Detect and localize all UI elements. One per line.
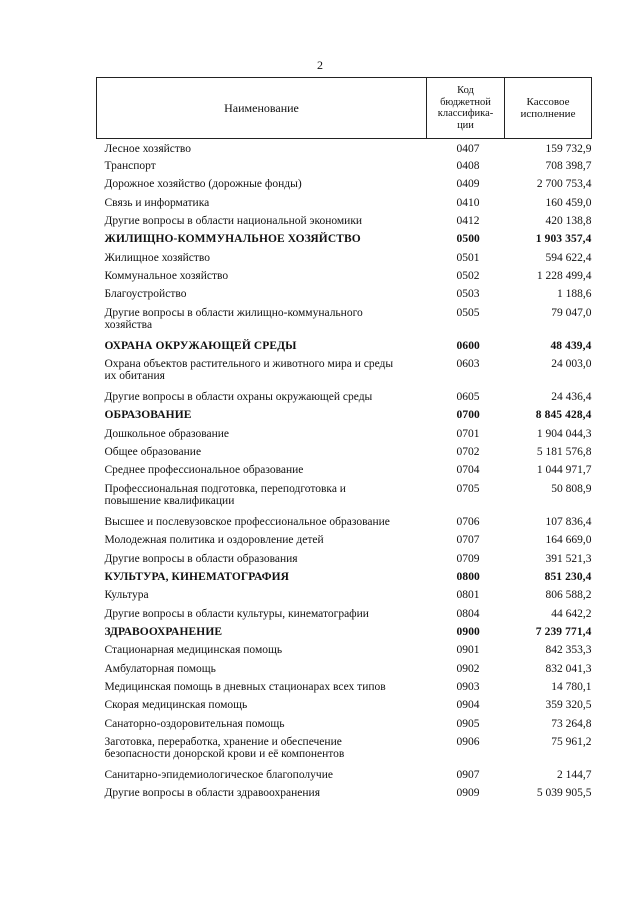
row-name bbox=[97, 160, 427, 178]
row-amount: 2 700 753,4 bbox=[536, 178, 592, 191]
row-amount: 842 353,3 bbox=[545, 644, 592, 657]
header-amount-line: исполнение bbox=[520, 108, 576, 120]
row-name-line: Медицинская помощь в дневных стационарах всех типов bbox=[104, 680, 386, 693]
row-name-line: ЗДРАВООХРАНЕНИЕ bbox=[104, 625, 223, 638]
row-name bbox=[97, 699, 427, 717]
row-amount: 7 239 771,4 bbox=[535, 625, 592, 638]
row-name-line: Другие вопросы в области национальной экономики bbox=[104, 215, 363, 228]
table-row bbox=[97, 252, 592, 270]
row-name bbox=[97, 769, 427, 787]
row-name-line: Другие вопросы в области здравоохранения bbox=[104, 787, 320, 800]
row-name-line: ОХРАНА ОКРУЖАЮЩЕЙ СРЕДЫ bbox=[104, 339, 297, 352]
table-row bbox=[97, 699, 592, 717]
table-header bbox=[97, 78, 592, 139]
row-code: 0700 bbox=[456, 409, 480, 422]
row-name-line: Санитарно-эпидемиологическое благополучие bbox=[104, 768, 333, 781]
row-amount: 1 188,6 bbox=[557, 288, 592, 301]
row-code: 0706 bbox=[456, 515, 480, 528]
row-amount: 359 320,5 bbox=[545, 699, 592, 712]
row-code: 0905 bbox=[456, 717, 480, 730]
header-code bbox=[427, 78, 505, 139]
row-name bbox=[97, 139, 427, 161]
table-row bbox=[97, 769, 592, 787]
row-amount: 73 264,8 bbox=[551, 717, 592, 730]
row-name-line: Охрана объектов растительного и животного мира и среды bbox=[104, 358, 394, 371]
page-number: 2 bbox=[317, 58, 323, 72]
row-name bbox=[97, 391, 427, 409]
row-name-line: Дошкольное образование bbox=[104, 427, 230, 440]
row-code: 0605 bbox=[456, 391, 480, 404]
table-section-row bbox=[97, 409, 592, 427]
table-row bbox=[97, 215, 592, 233]
row-amount: 1 228 499,4 bbox=[536, 270, 592, 283]
row-name bbox=[97, 307, 427, 340]
table-row bbox=[97, 787, 592, 805]
row-name bbox=[97, 663, 427, 681]
row-name-line: Культура bbox=[104, 589, 149, 602]
header-code-line: бюджетной bbox=[440, 96, 491, 108]
row-name bbox=[97, 288, 427, 306]
row-code: 0804 bbox=[456, 607, 480, 620]
row-name-line: Скорая медицинская помощь bbox=[104, 699, 248, 712]
row-name bbox=[97, 553, 427, 571]
row-name-line: Лесное хозяйство bbox=[104, 143, 192, 155]
row-name-line: Молодежная политика и оздоровление детей bbox=[104, 534, 324, 547]
row-name bbox=[97, 215, 427, 233]
row-name-line: Другие вопросы в области жилищно-коммунального bbox=[104, 306, 363, 319]
row-amount: 5 039 905,5 bbox=[536, 787, 592, 800]
table-row bbox=[97, 534, 592, 552]
row-code: 0707 bbox=[456, 534, 480, 547]
table-row bbox=[97, 307, 592, 340]
row-name bbox=[97, 787, 427, 805]
row-amount: 107 836,4 bbox=[545, 515, 592, 528]
table-row bbox=[97, 681, 592, 699]
table-section-row bbox=[97, 626, 592, 644]
table-row bbox=[97, 178, 592, 196]
row-code: 0409 bbox=[456, 178, 480, 191]
row-code: 0407 bbox=[456, 143, 480, 155]
row-amount: 391 521,3 bbox=[545, 552, 592, 565]
row-code: 0705 bbox=[456, 482, 480, 495]
row-amount: 708 398,7 bbox=[545, 160, 592, 172]
row-amount: 2 144,7 bbox=[557, 768, 592, 781]
row-code: 0408 bbox=[456, 160, 480, 172]
table-row bbox=[97, 391, 592, 409]
row-amount: 159 732,9 bbox=[545, 143, 592, 155]
row-amount: 832 041,3 bbox=[545, 662, 592, 675]
row-name-line: Благоустройство bbox=[104, 288, 187, 301]
row-amount: 48 439,4 bbox=[550, 339, 592, 352]
row-name bbox=[97, 270, 427, 288]
header-amount bbox=[505, 78, 592, 139]
row-name-line: Санаторно-оздоровительная помощь bbox=[104, 717, 285, 730]
row-name-line: Заготовка, переработка, хранение и обеспечение bbox=[104, 735, 342, 748]
header-code-line: ции bbox=[457, 119, 474, 131]
header-amount-line: Кассовое bbox=[526, 96, 570, 108]
row-name bbox=[97, 626, 427, 644]
row-code: 0904 bbox=[456, 699, 480, 712]
row-name-line: Амбулаторная помощь bbox=[104, 662, 216, 675]
row-name bbox=[97, 483, 427, 516]
table-row bbox=[97, 288, 592, 306]
row-amount: 24 436,4 bbox=[551, 391, 592, 404]
row-code: 0501 bbox=[456, 251, 480, 264]
table-section-row bbox=[97, 233, 592, 251]
header-name: Наименование bbox=[97, 78, 427, 139]
row-amount: 8 845 428,4 bbox=[535, 409, 592, 422]
row-name bbox=[97, 718, 427, 736]
row-name bbox=[97, 446, 427, 464]
row-code: 0412 bbox=[456, 215, 480, 228]
row-name-line: ОБРАЗОВАНИЕ bbox=[104, 409, 192, 422]
row-code: 0502 bbox=[456, 270, 480, 283]
row-name-line: ЖИЛИЩНО-КОММУНАЛЬНОЕ ХОЗЯЙСТВО bbox=[104, 233, 361, 246]
row-code: 0909 bbox=[456, 787, 480, 800]
row-code: 0709 bbox=[456, 552, 480, 565]
table-row bbox=[97, 160, 592, 178]
row-name bbox=[97, 644, 427, 662]
table-row bbox=[97, 446, 592, 464]
row-name bbox=[97, 252, 427, 270]
row-name bbox=[97, 571, 427, 589]
row-code: 0600 bbox=[456, 339, 480, 352]
header-code-line: Код bbox=[457, 85, 474, 96]
table-row bbox=[97, 644, 592, 662]
table-row bbox=[97, 589, 592, 607]
row-code: 0702 bbox=[456, 446, 480, 459]
row-code: 0906 bbox=[456, 735, 480, 748]
row-name-line: Профессиональная подготовка, переподготовка и bbox=[104, 482, 346, 495]
row-amount: 50 808,9 bbox=[551, 482, 592, 495]
row-name bbox=[97, 178, 427, 196]
row-name bbox=[97, 358, 427, 391]
row-code: 0900 bbox=[456, 625, 480, 638]
row-amount: 806 588,2 bbox=[545, 589, 592, 602]
row-name-line: Связь и информатика bbox=[104, 196, 210, 209]
row-name bbox=[97, 428, 427, 446]
table-row bbox=[97, 270, 592, 288]
row-name-line: Коммунальное хозяйство bbox=[104, 270, 229, 283]
table-row bbox=[97, 197, 592, 215]
row-amount: 160 459,0 bbox=[545, 196, 592, 209]
row-name bbox=[97, 516, 427, 534]
row-name bbox=[97, 340, 427, 358]
table-row bbox=[97, 358, 592, 391]
table-row bbox=[97, 464, 592, 482]
table-row bbox=[97, 608, 592, 626]
row-name-line: Среднее профессиональное образование bbox=[104, 464, 304, 477]
row-amount: 594 622,4 bbox=[545, 251, 592, 264]
row-name bbox=[97, 736, 427, 769]
row-name-line: Общее образование bbox=[104, 446, 202, 459]
header-code-line: классифика- bbox=[437, 108, 494, 119]
row-amount: 75 961,2 bbox=[551, 735, 592, 748]
row-name bbox=[97, 233, 427, 251]
row-name bbox=[97, 681, 427, 699]
row-code: 0701 bbox=[456, 427, 480, 440]
row-code: 0505 bbox=[456, 306, 480, 319]
table-row bbox=[97, 718, 592, 736]
row-code: 0903 bbox=[456, 680, 480, 693]
row-amount: 24 003,0 bbox=[551, 358, 592, 371]
row-name bbox=[97, 589, 427, 607]
row-name-line: КУЛЬТУРА, КИНЕМАТОГРАФИЯ bbox=[104, 570, 290, 583]
row-amount: 1 904 044,3 bbox=[536, 427, 592, 440]
table-section-row bbox=[97, 571, 592, 589]
row-name bbox=[97, 534, 427, 552]
budget-execution-table bbox=[96, 77, 592, 806]
row-name-line: безопасности донорской крови и её компонентов bbox=[104, 747, 345, 760]
table-section-row bbox=[97, 340, 592, 358]
table-row bbox=[97, 663, 592, 681]
row-code: 0500 bbox=[456, 233, 480, 246]
table-body bbox=[97, 139, 592, 806]
row-code: 0704 bbox=[456, 464, 480, 477]
table-row bbox=[97, 516, 592, 534]
row-code: 0902 bbox=[456, 662, 480, 675]
row-code: 0410 bbox=[456, 196, 480, 209]
row-amount: 851 230,4 bbox=[544, 570, 592, 583]
table-row bbox=[97, 553, 592, 571]
row-name-line: Стационарная медицинская помощь bbox=[104, 644, 283, 657]
row-name-line: Дорожное хозяйство (дорожные фонды) bbox=[104, 178, 302, 191]
row-code: 0603 bbox=[456, 358, 480, 371]
row-amount: 420 138,8 bbox=[545, 215, 592, 228]
row-amount: 1 044 971,7 bbox=[536, 464, 592, 477]
row-name-line: Высшее и послевузовское профессиональное образование bbox=[104, 515, 390, 528]
row-name bbox=[97, 608, 427, 626]
row-name-line: Другие вопросы в области образования bbox=[104, 552, 298, 565]
row-name-line: Другие вопросы в области культуры, кинематографии bbox=[104, 607, 369, 620]
row-name bbox=[97, 197, 427, 215]
row-name-line: Другие вопросы в области охраны окружающей среды bbox=[104, 391, 373, 404]
table-row bbox=[97, 483, 592, 516]
row-amount: 1 903 357,4 bbox=[535, 233, 592, 246]
row-amount: 44 642,2 bbox=[551, 607, 592, 620]
row-name bbox=[97, 464, 427, 482]
row-code: 0503 bbox=[456, 288, 480, 301]
row-name-line: их обитания bbox=[104, 370, 165, 383]
row-name-line: хозяйства bbox=[104, 318, 153, 331]
row-name bbox=[97, 409, 427, 427]
row-amount: 164 669,0 bbox=[545, 534, 592, 547]
row-code: 0800 bbox=[456, 570, 480, 583]
row-amount: 14 780,1 bbox=[551, 680, 592, 693]
row-code: 0907 bbox=[456, 768, 480, 781]
row-amount: 79 047,0 bbox=[551, 306, 592, 319]
table-row bbox=[97, 139, 592, 161]
table-row bbox=[97, 428, 592, 446]
row-name-line: Жилищное хозяйство bbox=[104, 251, 211, 264]
row-name-line: Транспорт bbox=[104, 160, 156, 172]
row-name-line: повышение квалификации bbox=[104, 494, 235, 507]
table-row bbox=[97, 736, 592, 769]
row-code: 0801 bbox=[456, 589, 480, 602]
row-code: 0901 bbox=[456, 644, 480, 657]
row-amount: 5 181 576,8 bbox=[536, 446, 592, 459]
